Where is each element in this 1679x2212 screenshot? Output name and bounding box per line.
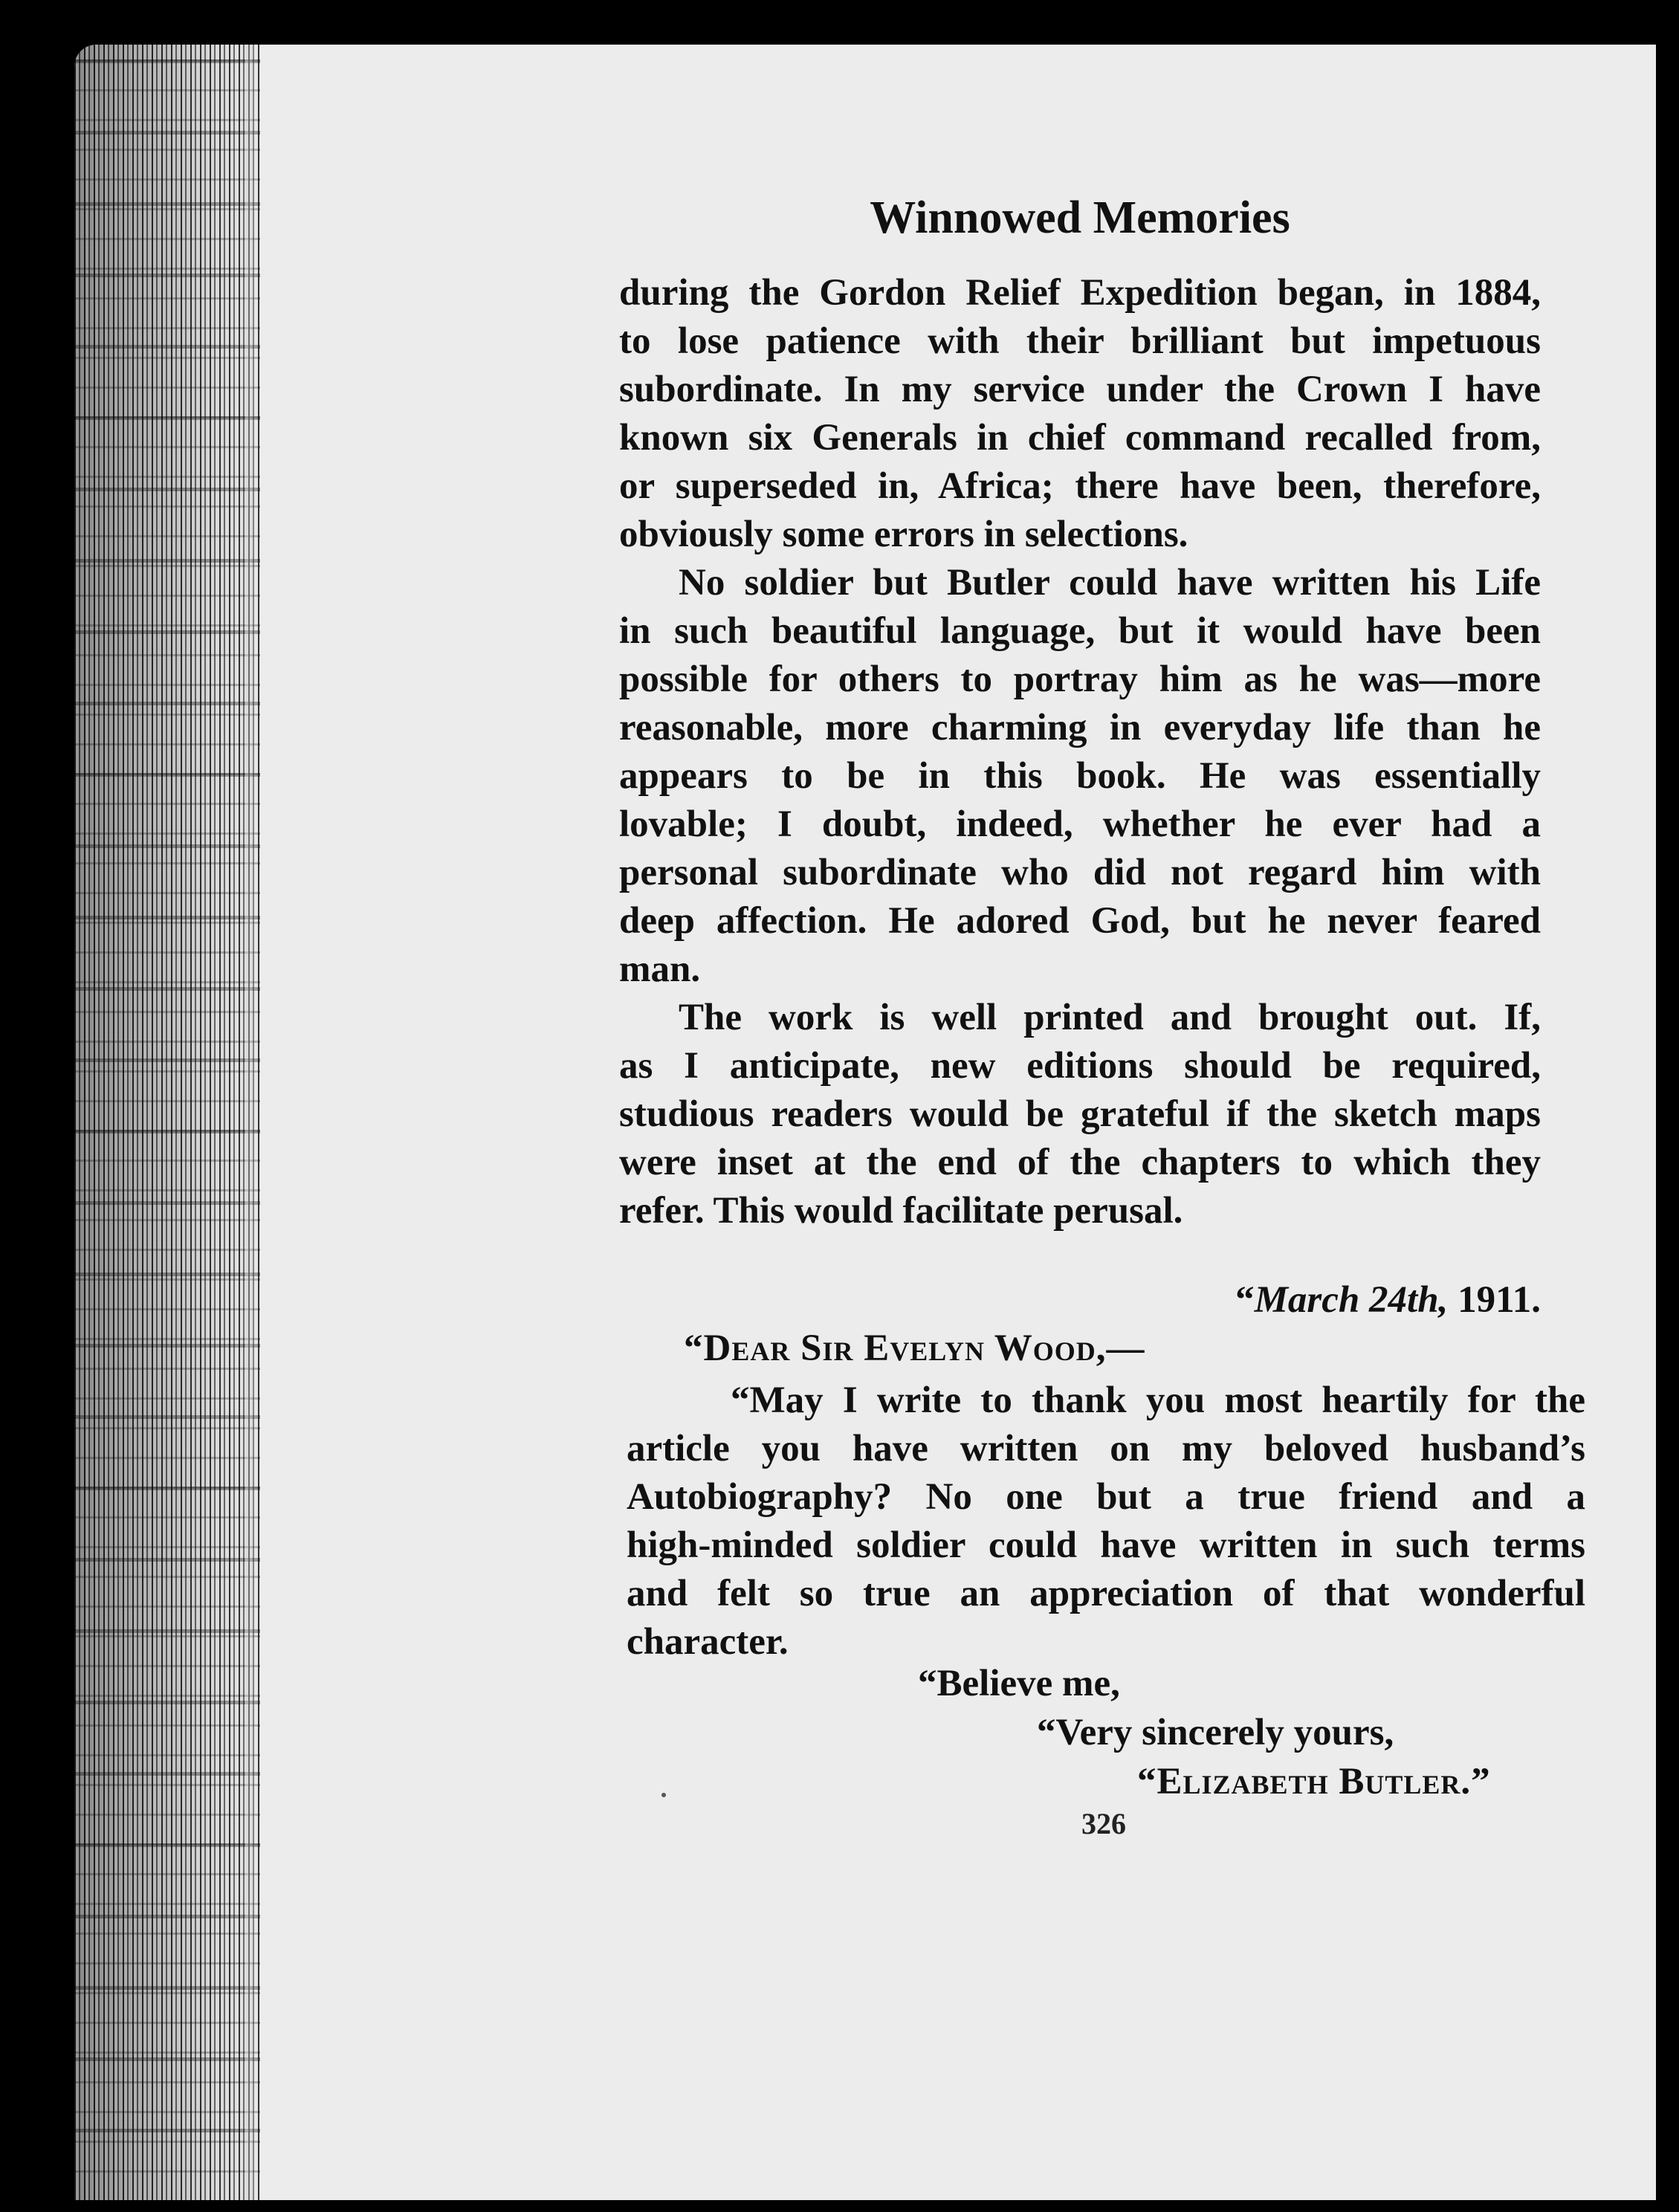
text-line: as I anticipate, new editions should be required, bbox=[619, 1045, 1541, 1087]
text-line: refer. This would facilitate perusal. bbox=[619, 1190, 1183, 1232]
page-stack-shading bbox=[74, 45, 260, 2200]
running-head: Winnowed Memories bbox=[870, 193, 1290, 243]
text-line: obviously some errors in selections. bbox=[619, 514, 1188, 555]
text-line: to lose patience with their brilliant but impetuous bbox=[619, 320, 1541, 362]
text-line: No soldier but Butler could have written his Life bbox=[679, 562, 1541, 604]
text-line: man. bbox=[619, 948, 701, 990]
page-number: 326 bbox=[1081, 1807, 1126, 1840]
letter-body bbox=[627, 1377, 1585, 1666]
text-line: in such beautiful language, but it would have been bbox=[619, 610, 1541, 652]
dateline-year: 1911. bbox=[1448, 1279, 1541, 1321]
text-line: appears to be in this book. He was essentially bbox=[619, 755, 1541, 797]
text-line: lovable; I doubt, indeed, whether he ever had a bbox=[619, 803, 1541, 845]
text-line: deep affection. He adored God, but he never feared bbox=[619, 900, 1541, 942]
text-line: known six Generals in chief command recalled from, bbox=[619, 417, 1541, 459]
letter-closing-yours: “Very sincerely yours, bbox=[1037, 1712, 1394, 1753]
letter-closing-believe-me: “Believe me, bbox=[918, 1663, 1120, 1704]
text-line: possible for others to portray him as he was—more bbox=[619, 659, 1541, 700]
dateline-month: March 24th, bbox=[1254, 1279, 1449, 1321]
text-line: Autobiography? No one but a true friend and a bbox=[627, 1476, 1585, 1518]
letter-signature: “Elizabeth Butler.” bbox=[1137, 1761, 1491, 1802]
text-line: reasonable, more charming in everyday life than he bbox=[619, 707, 1541, 748]
body-text bbox=[619, 269, 1541, 1235]
text-line: or superseded in, Africa; there have been, therefore, bbox=[619, 465, 1541, 507]
text-line: personal subordinate who did not regard him with bbox=[619, 852, 1541, 893]
text-line: subordinate. In my service under the Crown I have bbox=[619, 369, 1541, 410]
letter-salutation: “Dear Sir Evelyn Wood,— bbox=[684, 1327, 1145, 1369]
letter-dateline bbox=[619, 1278, 1541, 1322]
paragraph-1 bbox=[619, 269, 1541, 559]
text-line: “May I write to thank you most heartily for the bbox=[731, 1380, 1585, 1421]
text-line: were inset at the end of the chapters to which they bbox=[619, 1142, 1541, 1183]
text-line: high-minded soldier could have written in such terms bbox=[627, 1524, 1585, 1566]
text-line: character. bbox=[627, 1621, 789, 1663]
text-line: studious readers would be grateful if the sketch maps bbox=[619, 1093, 1541, 1135]
page-gutter bbox=[245, 45, 259, 2200]
text-line: during the Gordon Relief Expedition began, in 1884, bbox=[619, 272, 1541, 314]
text-line: article you have written on my beloved husband’s bbox=[627, 1428, 1585, 1469]
print-speck bbox=[661, 1793, 666, 1797]
dateline-open-quote: “ bbox=[1235, 1279, 1255, 1321]
text-line: and felt so true an appreciation of that wonderful bbox=[627, 1573, 1585, 1614]
text-line: The work is well printed and brought out. If, bbox=[679, 997, 1541, 1038]
paragraph-3 bbox=[619, 994, 1541, 1235]
paragraph-2 bbox=[619, 559, 1541, 994]
